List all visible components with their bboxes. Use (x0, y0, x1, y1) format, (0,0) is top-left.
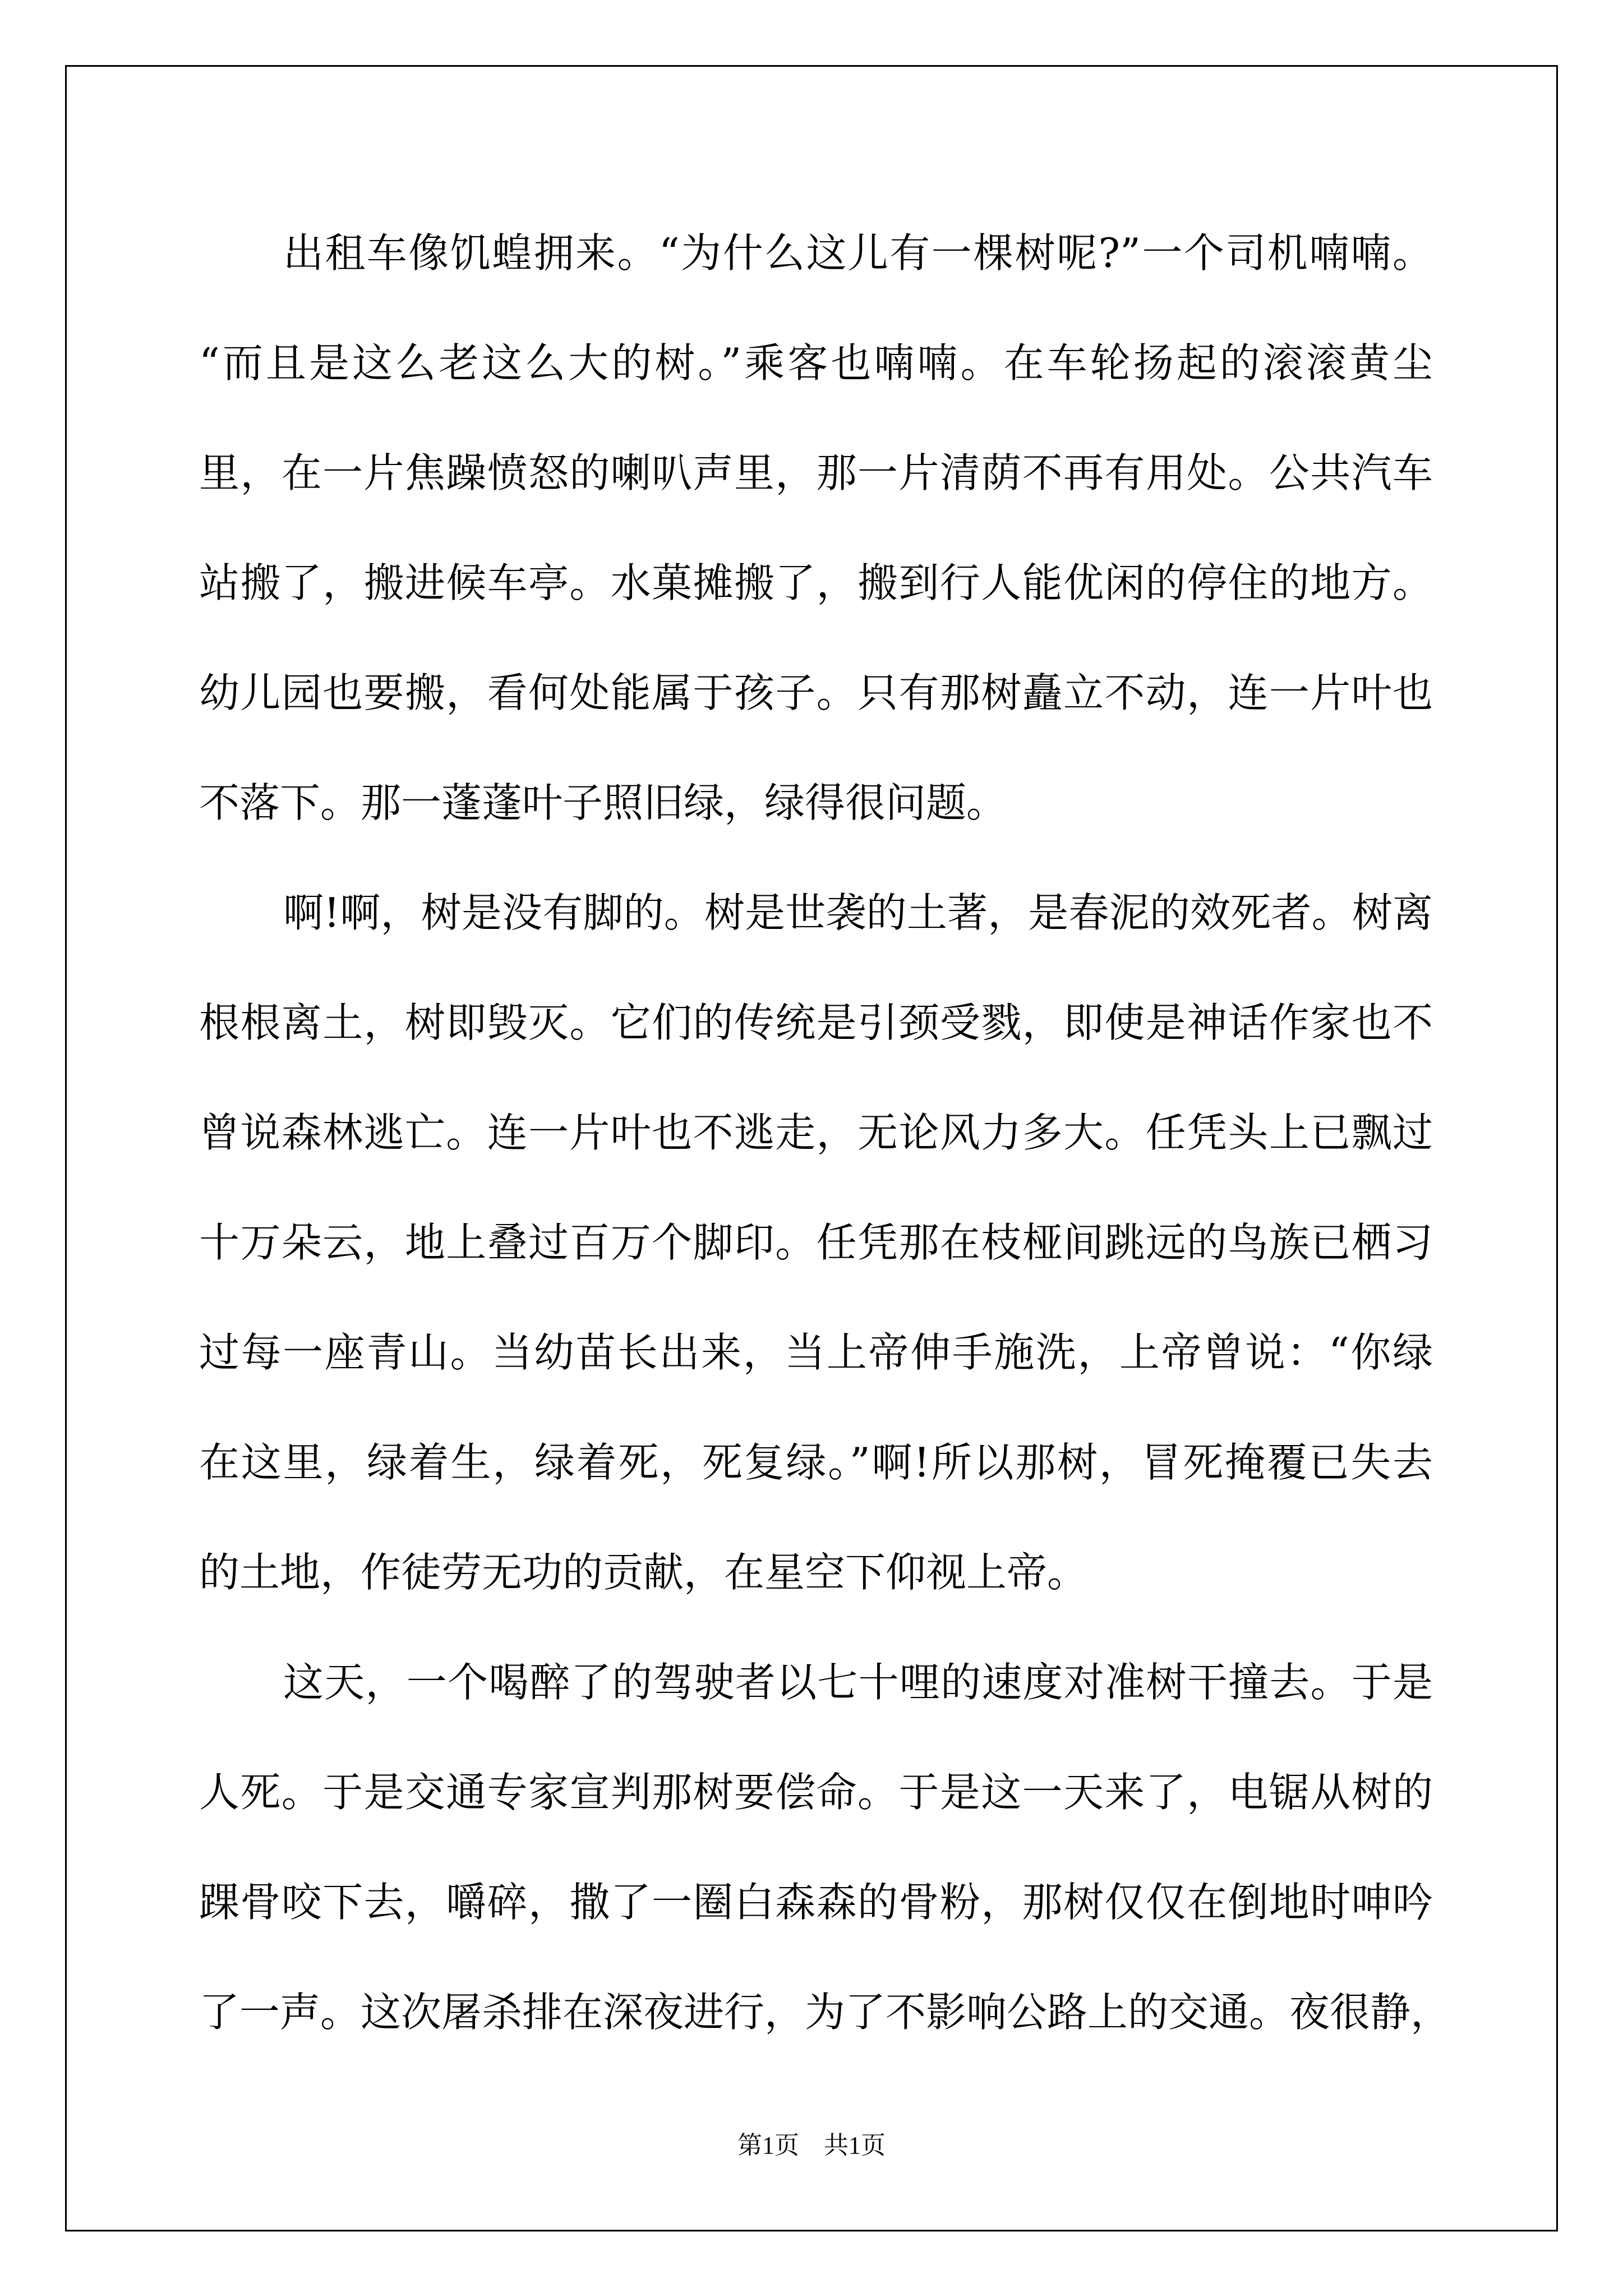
text-line: 的土地，作徒劳无功的贡献，在星空下仰视上帝。 (199, 1549, 1088, 1596)
text-line: 出租车像饥蝗拥来。“为什么这儿有一棵树呢?”一个司机喃喃。 (283, 229, 1433, 277)
text-line: 过每一座青山。当幼苗长出来，当上帝伸手施洗，上帝曾说：“你绿 (199, 1329, 1433, 1376)
text-line: 了一声。这次屠杀排在深夜进行，为了不影响公路上的交通。夜很静， (199, 1989, 1451, 2036)
text-line: 啊!啊，树是没有脚的。树是世袭的土著，是春泥的效死者。树离 (283, 889, 1433, 936)
text-line: “而且是这么老这么大的树。”乘客也喃喃。在车轮扬起的滚滚黄尘 (199, 339, 1433, 386)
text-line: 曾说森林逃亡。连一片叶也不逃走，无论风力多大。任凭头上已飘过 (199, 1109, 1433, 1156)
document-body (199, 198, 1451, 2067)
text-line: 十万朵云，地上叠过百万个脚印。任凭那在枝桠间跳远的鸟族已栖习 (199, 1219, 1433, 1266)
text-line: 在这里，绿着生，绿着死，死复绿。”啊!所以那树，冒死掩覆已失去 (199, 1439, 1433, 1486)
text-line: 踝骨咬下去，嚼碎，撒了一圈白森森的骨粉，那树仅仅在倒地时呻吟 (199, 1879, 1433, 1926)
text-line: 人死。于是交通专家宣判那树要偿命。于是这一天来了，电锯从树的 (199, 1769, 1433, 1816)
text-line: 根根离土，树即毁灭。它们的传统是引颈受戮，即使是神话作家也不 (199, 999, 1433, 1046)
page-number-footer: 第1页 共1页 (737, 2132, 886, 2159)
text-line: 不落下。那一蓬蓬叶子照旧绿，绿得很问题。 (199, 779, 1007, 826)
text-line: 里，在一片焦躁愤怒的喇叭声里，那一片清荫不再有用处。公共汽车 (199, 449, 1433, 496)
text-line: 站搬了，搬进候车亭。水菓摊搬了，搬到行人能优闲的停住的地方。 (199, 559, 1433, 606)
text-line: 幼儿园也要搬，看何处能属于孩子。只有那树矗立不动，连一片叶也 (199, 669, 1433, 716)
text-line: 这天，一个喝醉了的驾驶者以七十哩的速度对准树干撞去。于是 (283, 1659, 1433, 1706)
